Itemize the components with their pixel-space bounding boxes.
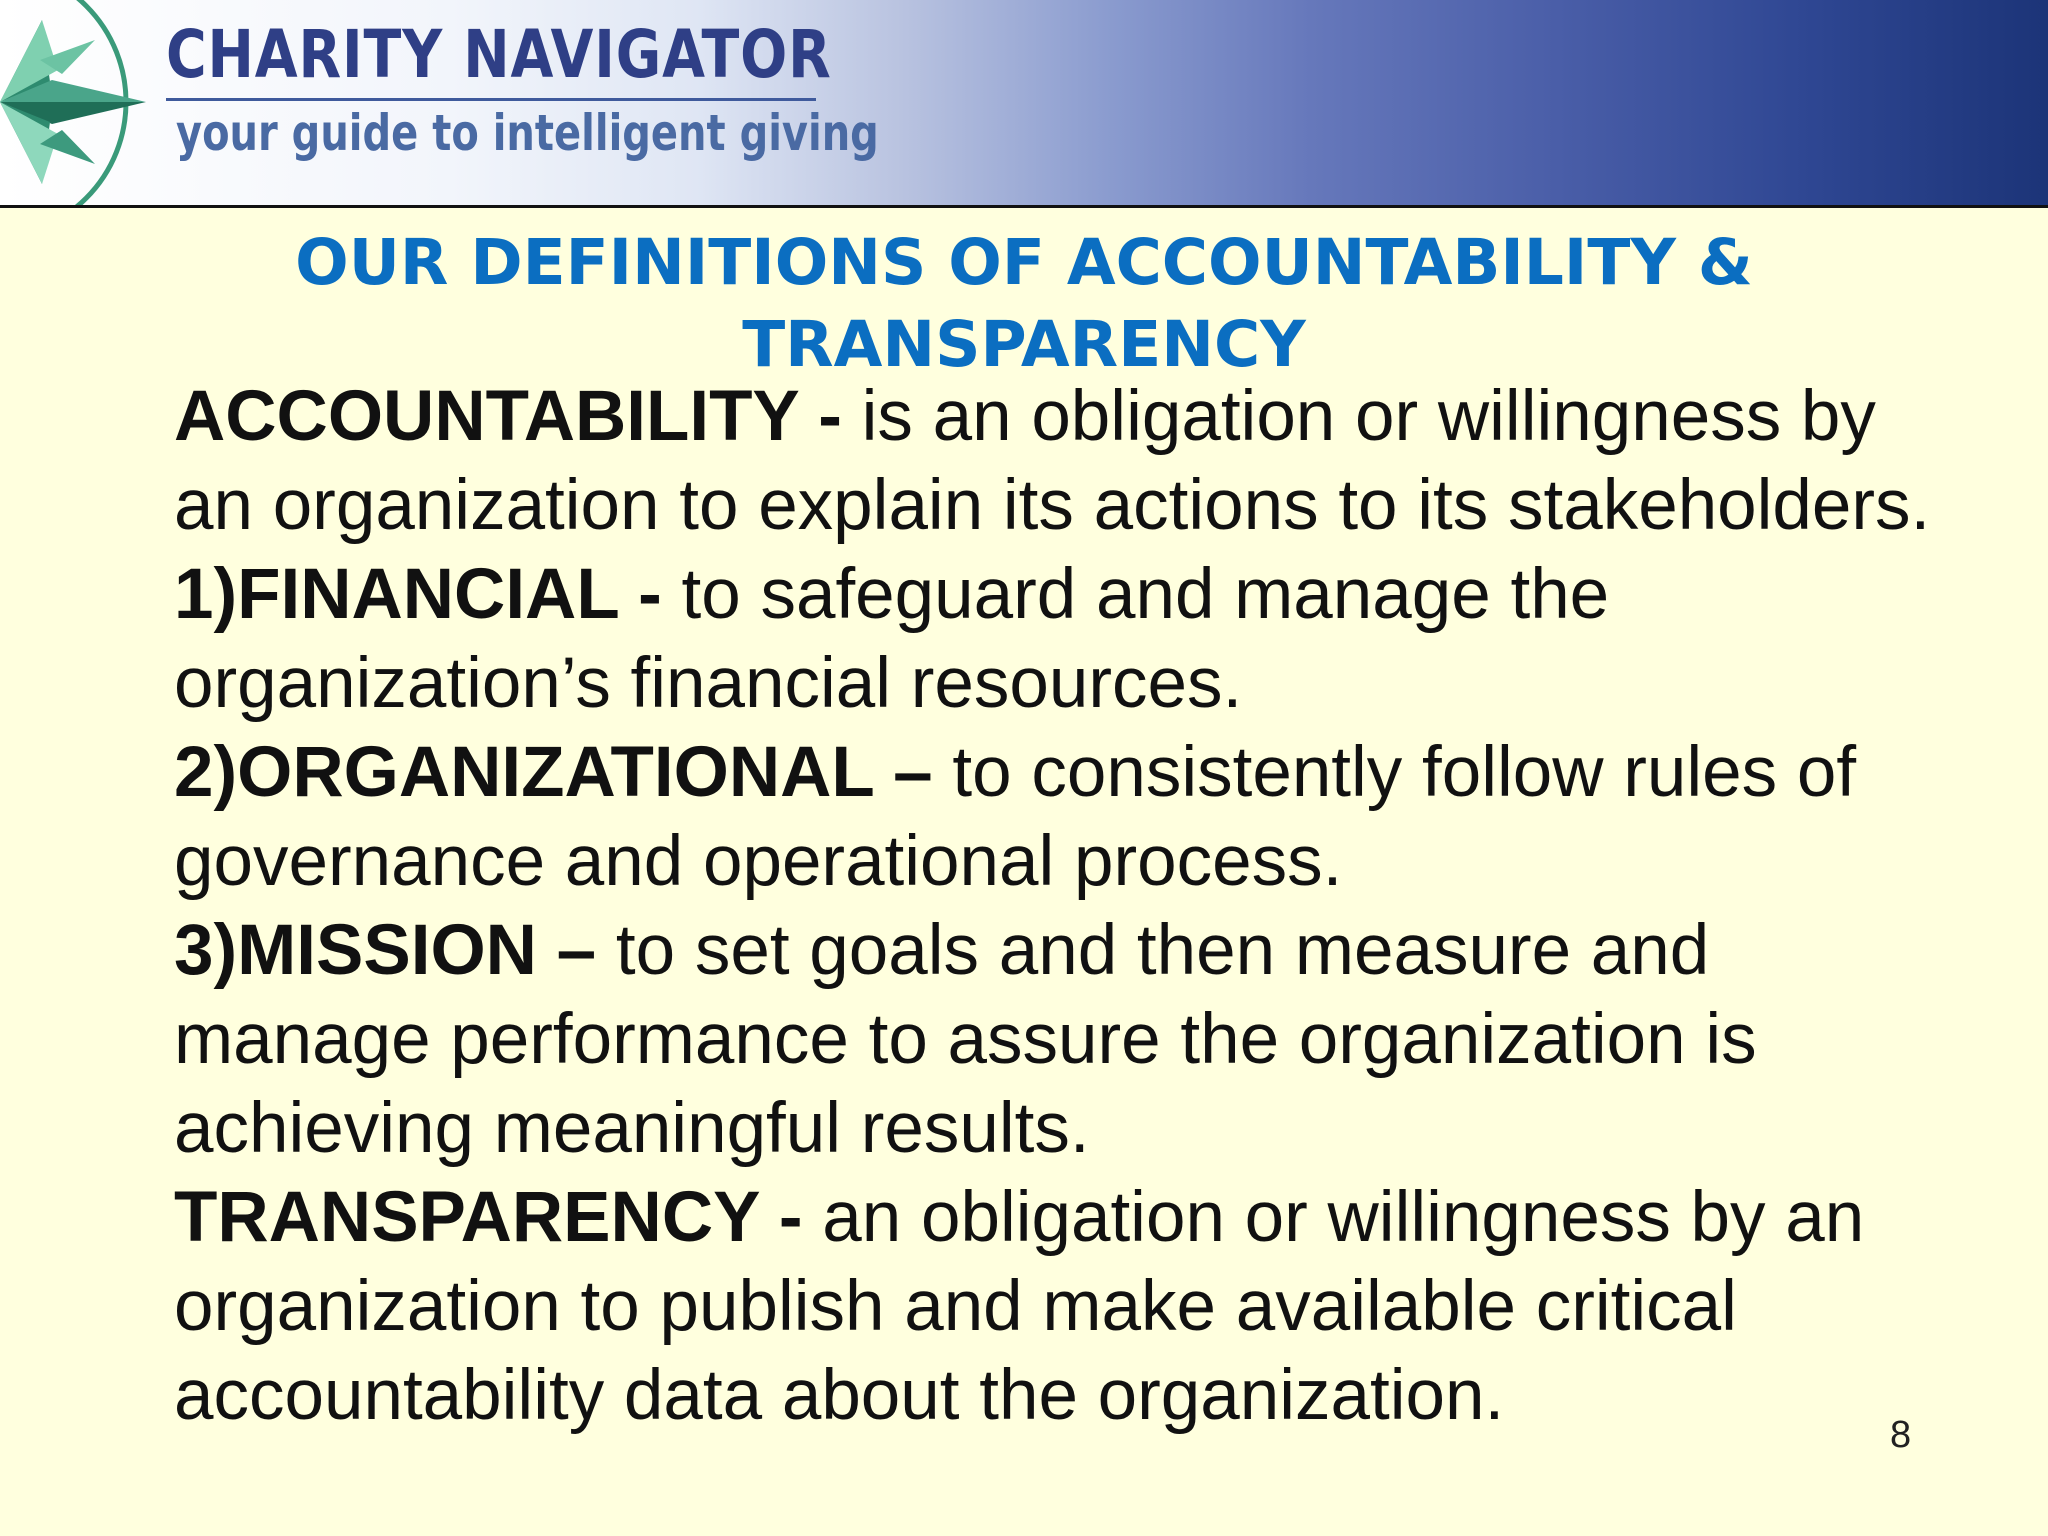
logo-divider (166, 98, 816, 101)
logo-tagline: your guide to intelligent giving (176, 104, 879, 162)
definition-text: to safeguard and manage the organization’s financial resources. (174, 555, 1610, 723)
compass-star-icon (0, 0, 150, 205)
definition-term: TRANSPARENCY - (174, 1178, 803, 1257)
definition-text: is an obligation or willingness by an organization to explain its actions to its stakeholders. (174, 377, 1931, 545)
definition-text: an obligation or willingness by an organization to publish and make available critical accountability data about the organization. (174, 1178, 1865, 1435)
definition-term: 1)FINANCIAL - (174, 555, 662, 634)
definition-text: to consistently follow rules of governance and operational process. (174, 733, 1857, 901)
definition-organizational (174, 728, 1964, 906)
header-banner (0, 0, 2048, 208)
definition-mission (174, 906, 1964, 1173)
definitions-list (174, 372, 1964, 1440)
definition-accountability (174, 372, 1964, 550)
definition-transparency (174, 1173, 1964, 1440)
logo-title: CHARITY NAVIGATOR (166, 16, 832, 93)
slide-title: OUR DEFINITIONS OF ACCOUNTABILITY & TRANSPARENCY (295, 226, 1753, 381)
definition-term: 3)MISSION – (174, 911, 597, 990)
definition-term: ACCOUNTABILITY - (174, 377, 842, 456)
definition-text: to set goals and then measure and manage performance to assure the organization is achieving meaningful results. (174, 911, 1757, 1168)
definition-financial (174, 550, 1964, 728)
definition-term: 2)ORGANIZATIONAL – (174, 733, 933, 812)
page-number: 8 (1890, 1414, 1912, 1456)
